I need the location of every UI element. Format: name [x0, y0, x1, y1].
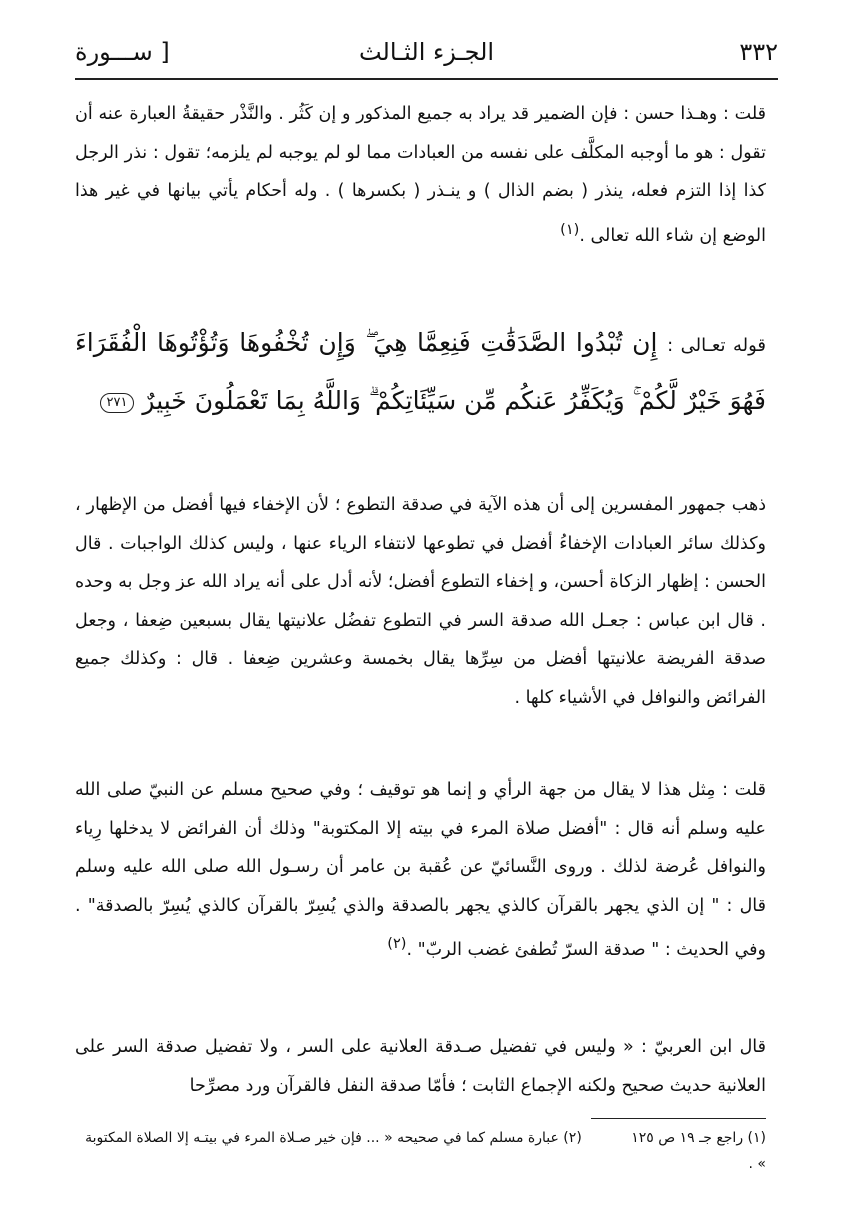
footnote-2: (٢) عبارة مسلم كما في صحيحه « ... فإن خير صـلاة المرء في بيتـه إلا الصلاة المكتوبة » . [85, 1130, 766, 1172]
page-number: ٣٣٢ [739, 38, 778, 66]
sura-label: [ ســـورة [75, 38, 170, 66]
page-header [75, 28, 778, 80]
footnote-marker-2: (٢) [387, 935, 407, 952]
running-title: الجـزء الثـالث [358, 38, 495, 66]
paragraph-3-text: قلت : مِثل هذا لا يقال من جهة الرأي و إنما هو توقيف ؛ وفي صحيح مسلم عن النبيّ صلى الله عليه وسلم أنه قال : "أفضل صلاة المرء في بيته إلا المكتوبة" وذلك أن الفرائض لا يدخلها رِياء والنوافل عُرضة لذلك . وروى النَّسائيّ عن عُقبة بن عامر أن رسـول الله صلى الله عليه وسلم قال : " إن الذي يجهر بالقرآن كالذي يجهر بالصدقة والذي يُسِرّ بالقرآن كالذي يُسِرّ بالصدقة" . وفي الحديث : " صدقة السرّ تُطفئ غضب الربّ" . [75, 780, 766, 960]
paragraph-3 [75, 771, 766, 969]
quran-verse-block [75, 315, 766, 428]
paragraph-1 [75, 95, 766, 255]
footnote-1: (١) راجع جـ ١٩ ص ١٢٥ [631, 1130, 766, 1146]
footnote-marker-1: (١) [560, 220, 580, 238]
ayah-number-badge: ٢٧١ [100, 393, 135, 413]
verse-text: إِن تُبْدُوا الصَّدَقَٰتِ فَنِعِمَّا هِيَ ۖ وَإِن تُخْفُوهَا وَتُؤْتُوهَا الْفُقَرَاءَ فَهُوَ خَيْرٌ لَّكُمْ ۚ وَيُكَفِّرُ عَنكُم مِّن سَيِّئَاتِكُمْ ۗ وَاللَّهُ بِمَا تَعْمَلُونَ خَبِيرٌ [75, 328, 766, 415]
paragraph-4-text: قال ابن العربيّ : « وليس في تفضيل صـدقة العلانية على السر ، ولا تفضيل صدقة السر على العلانية حديث صحيح ولكنه الإجماع الثابت ؛ فأمّا صدقة النفل فالقرآن ورد مصرِّحا [75, 1037, 766, 1096]
paragraph-2 [75, 486, 766, 717]
paragraph-2-text: ذهب جمهور المفسرين إلى أن هذه الآية في صدقة التطوع ؛ لأن الإخفاء فيها أفضل من الإظهار ، وكذلك سائر العبادات الإخفاءُ أفضل في تطوعها لانتفاء الرياء عنها ، وليس كذلك الواجبات . قال الحسن : إظهار الزكاة أحسن، و إخفاء التطوع أفضل؛ لأنه أدل على أنه يراد الله عز وجل به وحده . قال ابن عباس : جعـل الله صدقة السر في التطوع تفضُل علانيتها يقال بسبعين ضِعفا ، وجعل صدقة الفريضة علانيتها أفضل من سِرِّها يقال بخمسة وعشرين ضِعفا . قال : وكذلك جميع الفرائض والنوافل في الأشياء كلها . [75, 495, 766, 708]
paragraph-4 [75, 1028, 766, 1105]
footnote-divider [591, 1118, 766, 1119]
footnotes [75, 1125, 766, 1177]
paragraph-1-text: قلت : وهـذا حسن : فإن الضمير قد يراد به جميع المذكور و إن كَثُر . والنَّذْر حقيقةُ العبارة عنه أن تقول : هو ما أوجبه المكلَّف على نفسه من العبادات مما لو لم يوجبه لم يلزمه؛ تقول : نذر الرجل كذا إذا التزم فعله، ينذر ( بضم الذال ) و ينـذر ( بكسرها ) . وله أحكام يأتي بيانها في غير هذا الوضع إن شاء الله تعالى . [75, 104, 766, 246]
verse-intro: قوله تعـالى : [667, 335, 767, 356]
